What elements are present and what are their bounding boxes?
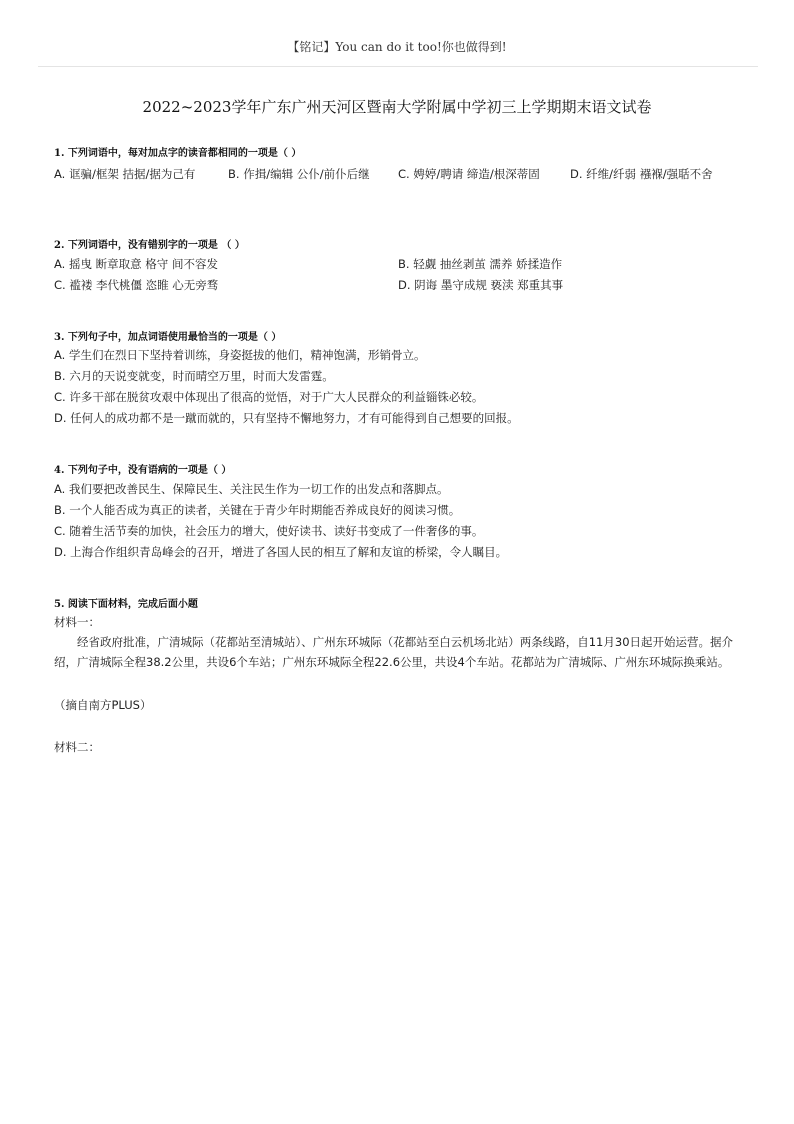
material-1-text: 经省政府批准，广清城际（花都站至清城站）、广州东环城际（花都站至白云机场北站）两条线路，自11月30日起开始运营。据介绍，广清城际全程38.2公里，共设6个车站；广州东环城际全程22.6公里，共设4个车站。花都站为广清城际、广州东环城际换乘站。 bbox=[54, 635, 734, 669]
question-1-option-a: A. 诓骗/框架 拮据/据为己有 bbox=[54, 167, 196, 181]
header-divider bbox=[38, 66, 758, 67]
question-2-option-b: B. 轻觑 抽丝剥茧 濡养 娇揉造作 bbox=[398, 257, 563, 271]
question-2-option-a: A. 摇曳 断章取意 格守 间不容发 bbox=[54, 257, 218, 271]
question-4-option-c: C. 随着生活节奏的加快，社会压力的增大，使好读书、读好书变成了一件奢侈的事。 bbox=[54, 524, 484, 538]
question-1-option-b: B. 作揖/编辑 公仆/前仆后继 bbox=[228, 167, 370, 181]
question-4-title: 4. 下列句子中，没有语病的一项是（ ） bbox=[54, 465, 232, 476]
question-3-option-d: D. 任何人的成功都不是一蹴而就的，只有坚持不懈地努力，才有可能得到自己想要的回报。 bbox=[54, 411, 519, 425]
material-1-label: 材料一： bbox=[54, 615, 100, 629]
question-3-option-c: C. 许多干部在脱贫攻艰中体现出了很高的觉悟，对于广大人民群众的利益锱铢必较。 bbox=[54, 390, 484, 404]
question-1-title: 1. 下列词语中，每对加点字的读音都相同的一项是（ ） bbox=[54, 148, 302, 159]
question-4-option-b: B. 一个人能否成为真正的读者，关键在于青少年时期能否养成良好的阅读习惯。 bbox=[54, 503, 461, 517]
page-title: 2022~2023学年广东广州天河区暨南大学附属中学初三上学期期末语文试卷 bbox=[142, 98, 652, 116]
question-2-option-d: D. 阴诲 墨守成规 亵渎 郑重其事 bbox=[398, 278, 564, 292]
question-4-option-d: D. 上海合作组织青岛峰会的召开，增进了各国人民的相互了解和友谊的桥梁，令人瞩目。 bbox=[54, 545, 508, 559]
question-5-title: 5. 阅读下面材料，完成后面小题 bbox=[54, 599, 198, 610]
material-2-label: 材料二： bbox=[54, 740, 100, 754]
question-4-option-a: A. 我们要把改善民生、保障民生、关注民生作为一切工作的出发点和落脚点。 bbox=[54, 482, 449, 496]
page-header-motto: 【铭记】You can do it too!你也做得到! bbox=[287, 40, 507, 54]
question-3-option-a: A. 学生们在烈日下坚持着训练，身姿挺拔的他们，精神饱满，形销骨立。 bbox=[54, 348, 426, 362]
material-1-source: （摘自南方PLUS） bbox=[54, 698, 152, 712]
question-1-option-c: C. 娉婷/聘请 缔造/根深蒂固 bbox=[398, 167, 540, 181]
question-2-title: 2. 下列词语中，没有错别字的一项是 （ ） bbox=[54, 240, 245, 251]
question-2-option-c: C. 褴褛 李代桃僵 恣睢 心无旁骛 bbox=[54, 278, 219, 292]
question-1-option-d: D. 纤维/纤弱 襁褓/强聒不舍 bbox=[570, 167, 713, 181]
question-3-title: 3. 下列句子中，加点词语使用最恰当的一项是（ ） bbox=[54, 332, 282, 343]
question-3-option-b: B. 六月的天说变就变，时而晴空万里，时而大发雷霆。 bbox=[54, 369, 334, 383]
